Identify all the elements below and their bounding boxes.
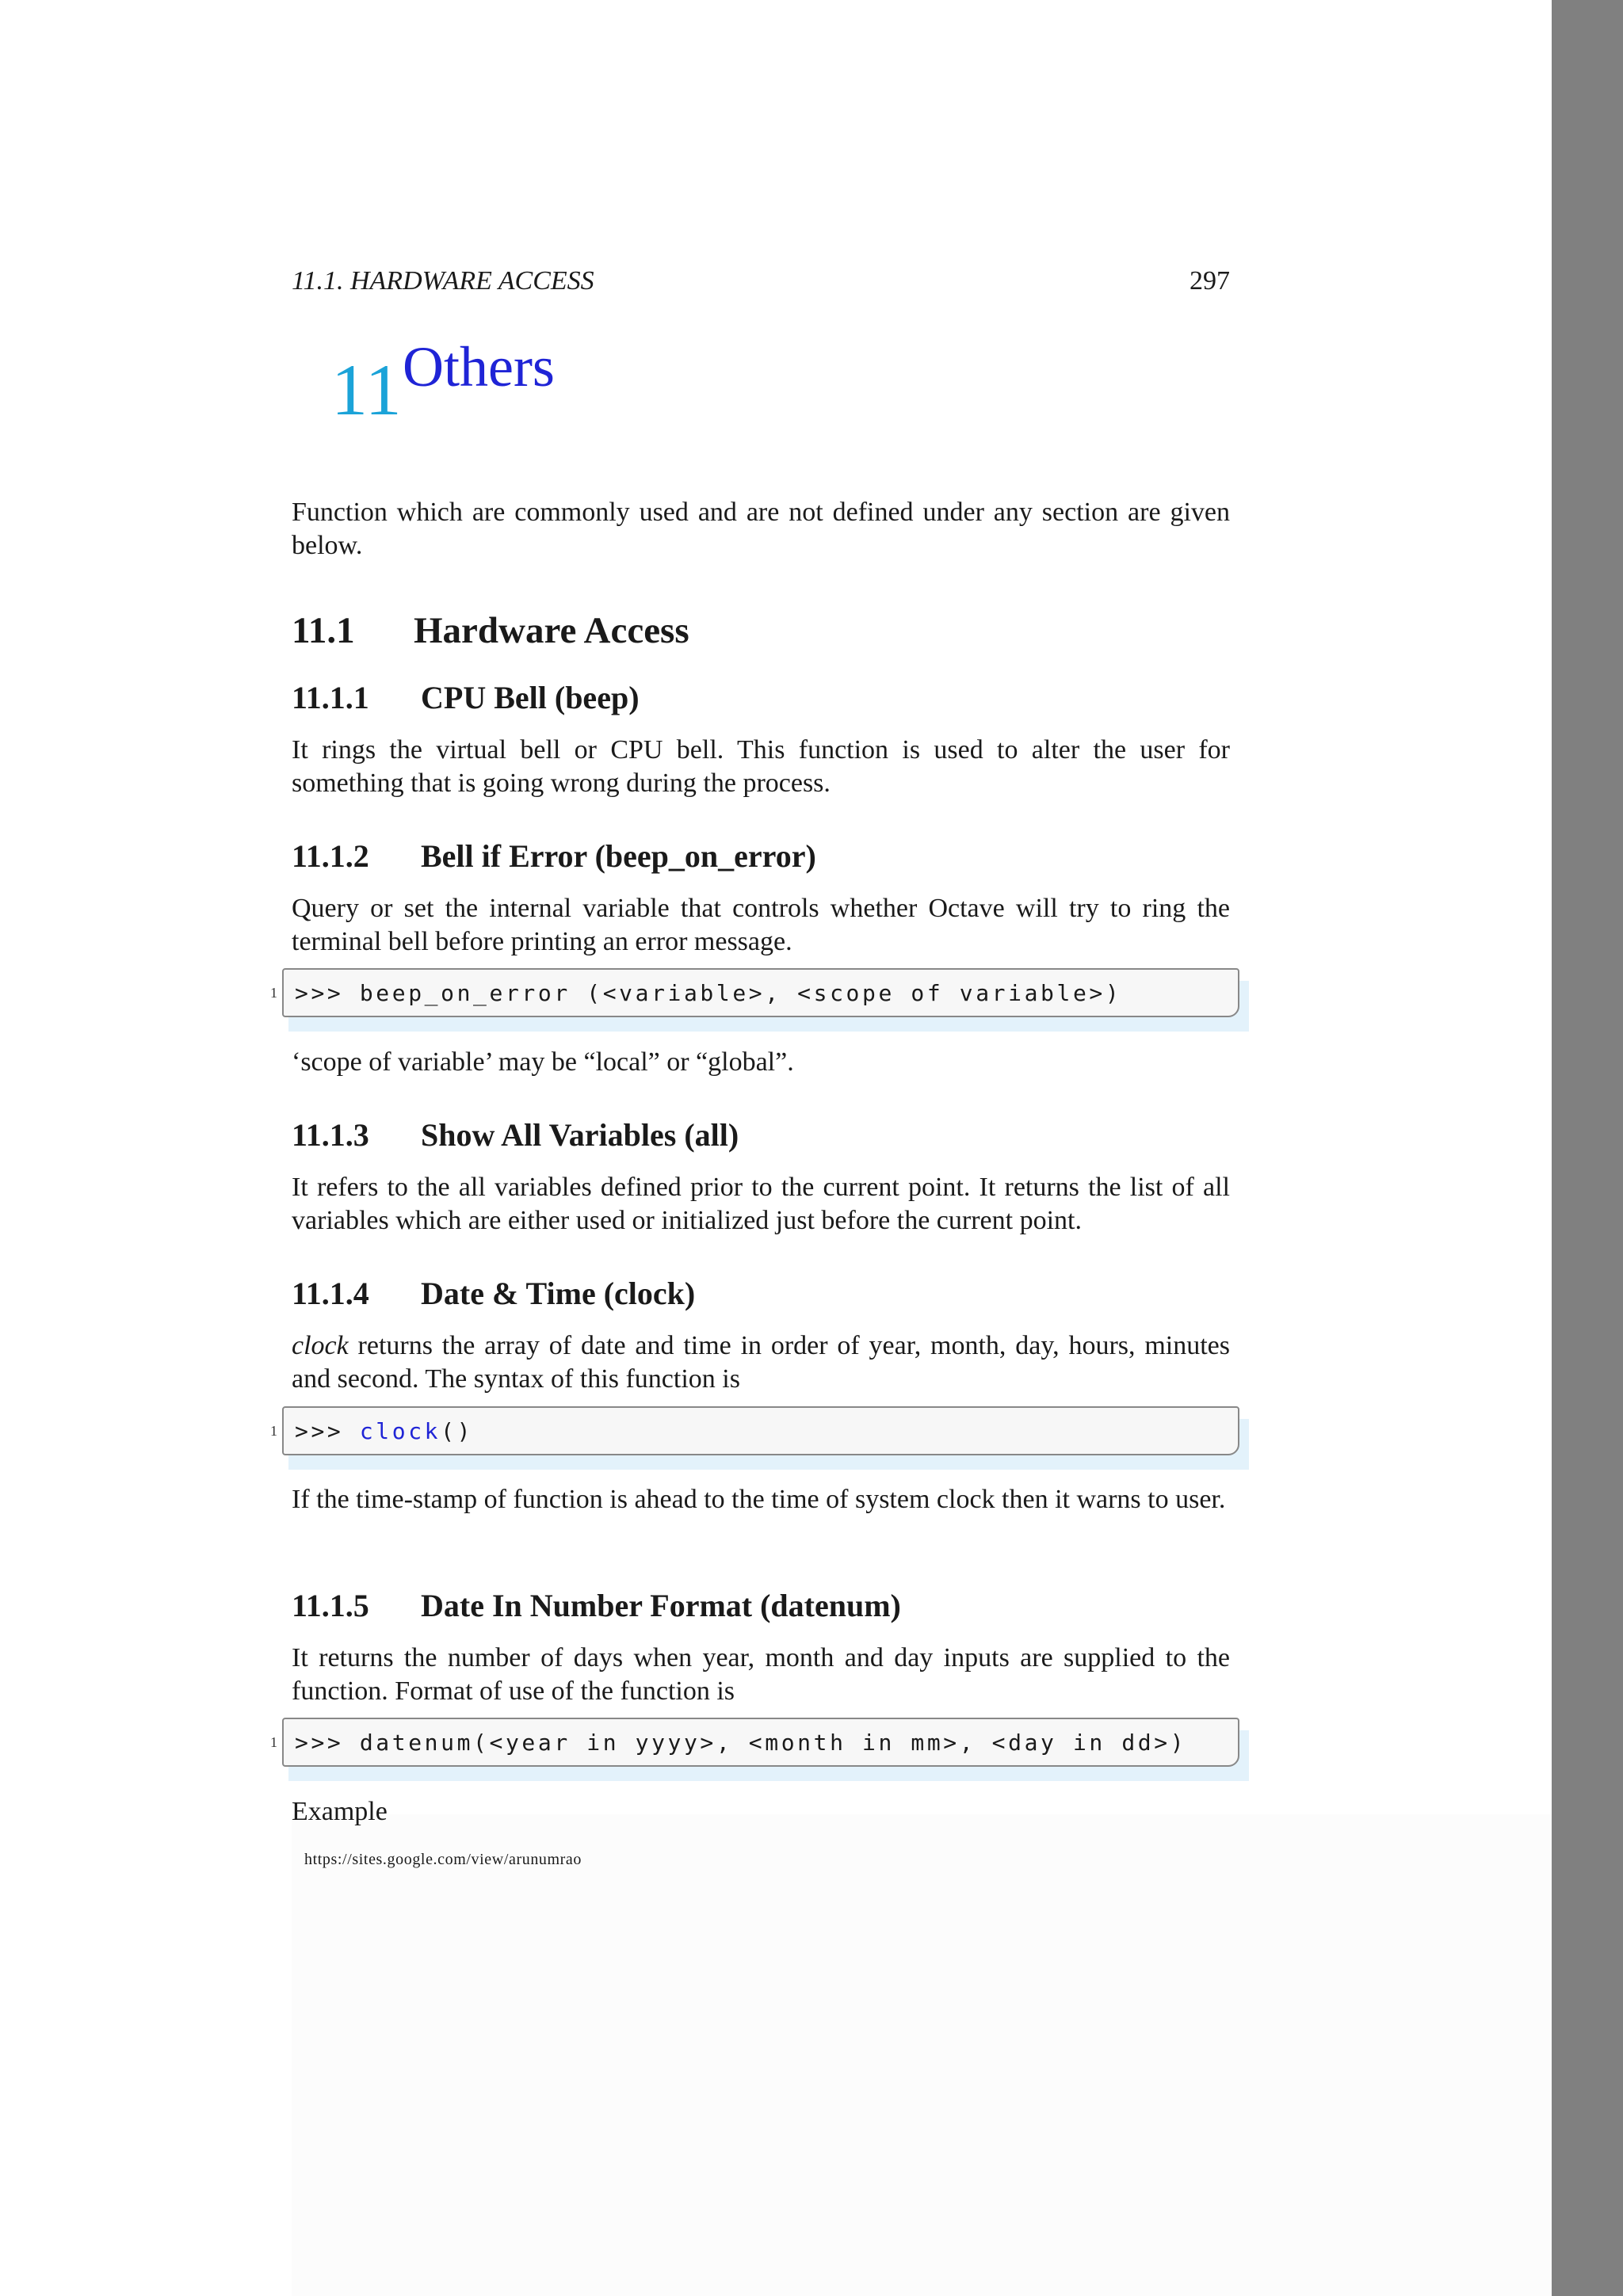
running-header-section: 11.1. HARDWARE ACCESS (292, 266, 594, 296)
code-prompt: >>> (295, 1418, 360, 1444)
running-header (292, 263, 1230, 299)
intro-paragraph: Function which are commonly used and are not defined under any section are given below. (292, 498, 1230, 560)
section-title: Hardware Access (414, 610, 689, 651)
function-term: clock (292, 1331, 349, 1360)
paragraph-example: Example (292, 1797, 388, 1826)
subsection-heading-beep-on-error (292, 837, 816, 876)
paragraph-beep: It rings the virtual bell or CPU bell. This function is used to alter the user for something that is going wrong during the process. (292, 735, 1230, 798)
paragraph-datenum: It returns the number of days when year, month and day inputs are supplied to the function. Format of use of the function is (292, 1643, 1230, 1706)
paragraph-scope-note: ‘scope of variable’ may be “local” or “global”. (292, 1047, 794, 1077)
footer-url: https://sites.google.com/view/arunumrao (304, 1851, 582, 1868)
subsection-title: Bell if Error (beep_on_error) (421, 838, 816, 874)
subsection-heading-clock (292, 1274, 695, 1314)
paragraph-beep-on-error: Query or set the internal variable that controls whether Octave will try to ring the terminal bell before printing an error message. (292, 894, 1230, 956)
code-args: () (441, 1418, 474, 1444)
subsection-heading-all (292, 1116, 739, 1155)
subsection-number: 11.1.1 (292, 680, 369, 715)
section-number: 11.1 (292, 610, 355, 651)
code-box (282, 1406, 1239, 1455)
line-number: 1 (270, 1734, 277, 1750)
line-number: 1 (270, 985, 277, 1001)
paragraph-all: It refers to the all variables defined prior to the current point. It returns the list of all variables which are either used or initialized just before the current point. (292, 1173, 1230, 1235)
chapter-number: 11 (331, 349, 402, 430)
page-number: 297 (1190, 266, 1230, 296)
section-heading (292, 608, 689, 653)
subsection-title: CPU Bell (beep) (421, 680, 640, 715)
subsection-number: 11.1.5 (292, 1588, 369, 1623)
code-keyword: clock (359, 1418, 441, 1444)
subsection-heading-datenum (292, 1586, 901, 1626)
paragraph-clock (292, 1329, 1230, 1396)
code-listing-beep-on-error (265, 968, 1254, 1033)
code-line: >>> beep_on_error (<variable>, <scope of variable>) (295, 980, 1122, 1006)
paragraph-clock-text: returns the array of date and time in order of year, month, day, hours, minutes and second. The syntax of this function is (292, 1331, 1230, 1394)
chapter-title: Others (403, 335, 555, 399)
code-line (295, 1414, 473, 1449)
subsection-number: 11.1.3 (292, 1117, 369, 1153)
line-number: 1 (270, 1423, 277, 1439)
code-box (282, 968, 1239, 1017)
subsection-number: 11.1.4 (292, 1276, 369, 1311)
paragraph-clock-warning: If the time-stamp of function is ahead to the time of system clock then it warns to user. (292, 1485, 1226, 1514)
subsection-title: Show All Variables (all) (421, 1117, 739, 1153)
subsection-number: 11.1.2 (292, 838, 369, 874)
code-line: >>> datenum(<year in yyyy>, <month in mm>, <day in dd>) (295, 1730, 1187, 1756)
code-listing-datenum (265, 1718, 1254, 1783)
viewer-scrollbar-strip[interactable] (1552, 0, 1623, 2296)
subsection-heading-beep (292, 678, 640, 718)
code-box (282, 1718, 1239, 1767)
lower-background-panel (292, 1814, 1552, 2296)
code-listing-clock (265, 1406, 1254, 1471)
subsection-title: Date & Time (clock) (421, 1276, 696, 1311)
subsection-title: Date In Number Format (datenum) (421, 1588, 901, 1623)
